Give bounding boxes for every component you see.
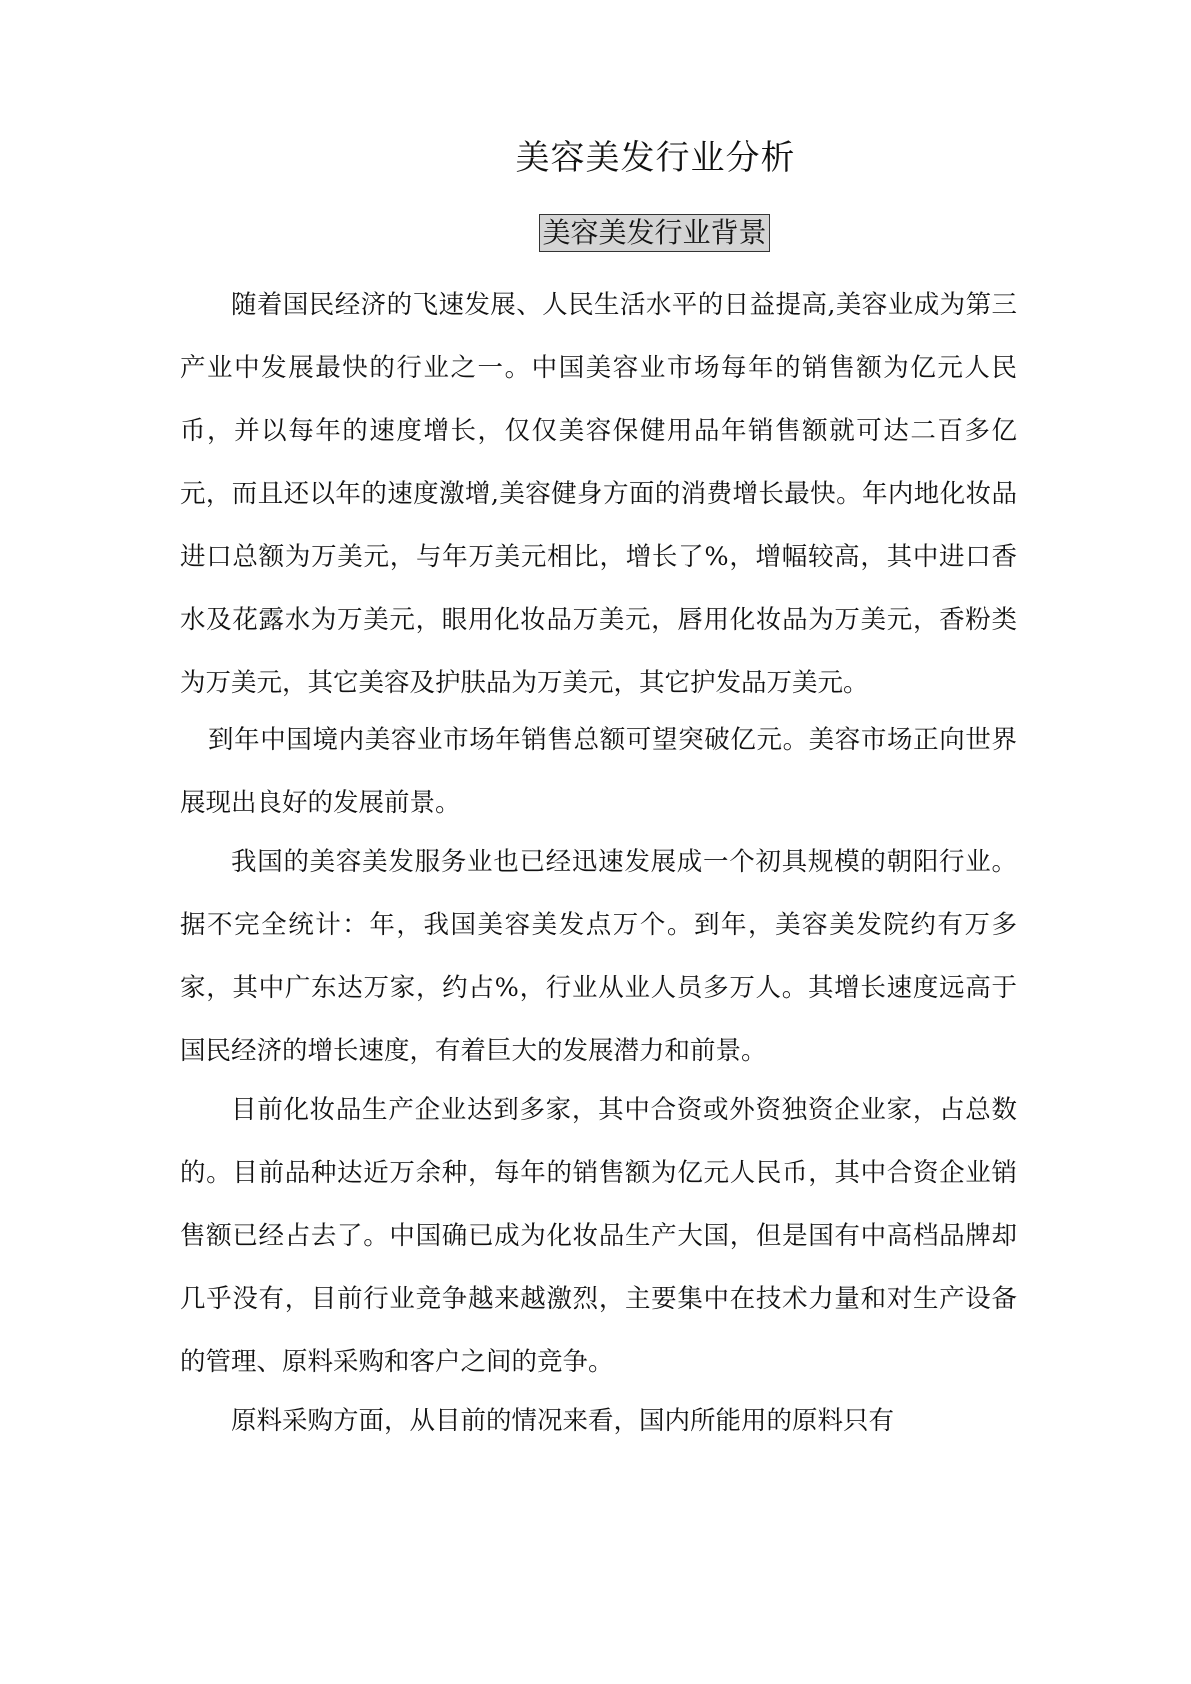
document-title: 美容美发行业分析 <box>515 138 796 178</box>
paragraph-3: 我国的美容美发服务业也已经迅速发展成一个初具规模的朝阳行业。据不完全统计：年，我国美容美发点万个。到年，美容美发院约有万多家，其中广东达万家，约占%，行业从业人员多万人。其增长速度远高于国民经济的增长速度，有着巨大的发展潜力和前景。 <box>180 847 1017 1066</box>
paragraph-1: 随着国民经济的飞速发展、人民生活水平的日益提高,美容业成为第三产业中发展最快的行业之一。中国美容业市场每年的销售额为亿元人民币，并以每年的速度增长，仅仅美容保健用品年销售额就可达二百多亿元，而且还以年的速度激增,美容健身方面的消费增长最快。年内地化妆品进口总额为万美元，与年万美元相比，增长了%，增幅较高，其中进口香水及花露水为万美元，眼用化妆品万美元，唇用化妆品为万美元，香粉类为万美元，其它美容及护肤品为万美元，其它护发品万美元。 <box>180 290 1017 698</box>
section-heading-row <box>0 214 1191 252</box>
paragraph-5: 原料采购方面，从目前的情况来看，国内所能用的原料只有 <box>231 1406 895 1436</box>
paragraph-2: 到年中国境内美容业市场年销售总额可望突破亿元。美容市场正向世界展现出良好的发展前景。 <box>180 725 1017 818</box>
paragraph-4: 目前化妆品生产企业达到多家，其中合资或外资独资企业家，占总数的。目前品种达近万余种，每年的销售额为亿元人民币，其中合资企业销售额已经占去了。中国确已成为化妆品生产大国，但是国有中高档品牌却几乎没有，目前行业竞争越来越激烈，主要集中在技术力量和对生产设备的管理、原料采购和客户之间的竞争。 <box>180 1095 1017 1377</box>
document-body <box>180 274 1017 1453</box>
section-heading: 美容美发行业背景 <box>539 214 769 252</box>
